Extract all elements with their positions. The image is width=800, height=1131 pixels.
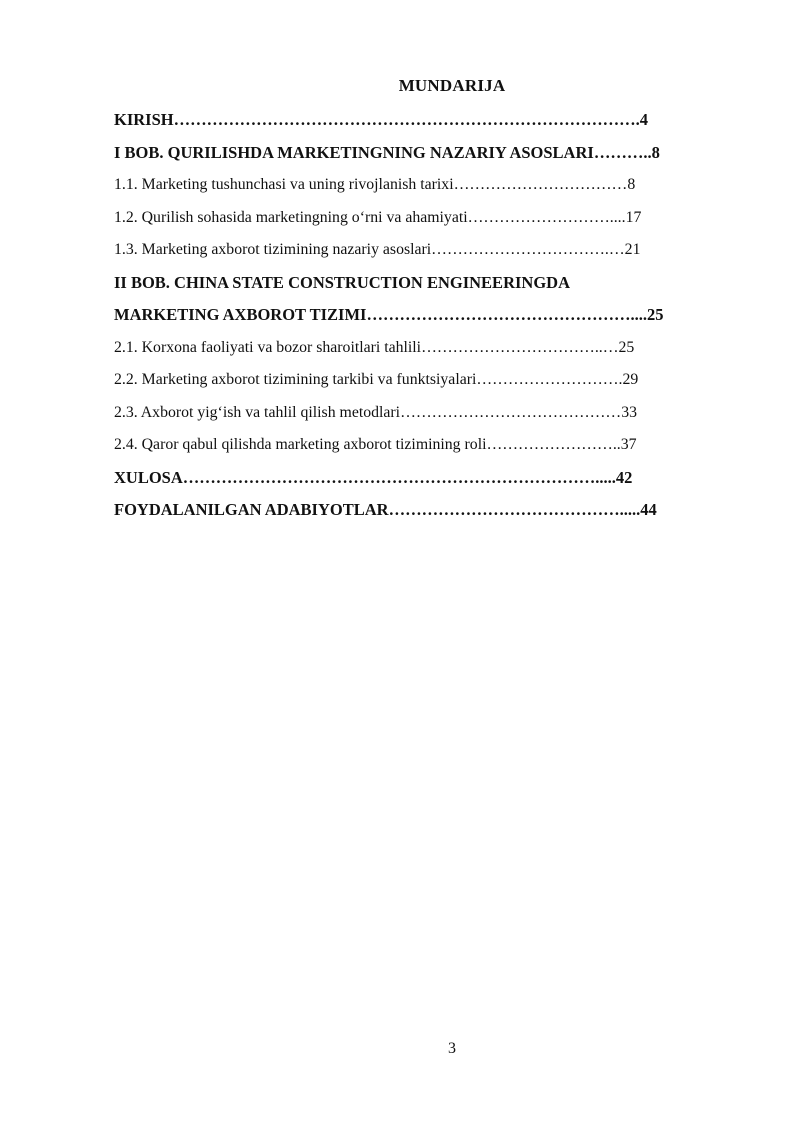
toc-entry-1-2: 1.2. Qurilish sohasida marketingning o‘rni va ahamiyati………………………....17 — [114, 208, 642, 226]
toc-title: MUNDARIJA — [398, 76, 506, 95]
toc-entry-1-3: 1.3. Marketing axborot tizimining nazariy asoslari…………………………….…21 — [114, 241, 641, 258]
toc-entry-xulosa: XULOSA………………………………………………………………….....42 — [114, 467, 633, 487]
toc-entry-chapter-2-line-2: MARKETING AXBOROT TIZIMI…………………………………………....25 — [114, 305, 664, 324]
toc-entry-1-1: 1.1. Marketing tushunchasi va uning rivojlanish tarixi……………………………8 — [114, 176, 636, 193]
toc-entry-chapter-1: I BOB. QURILISHDA MARKETINGNING NAZARIY ASOSLARI………..8 — [114, 142, 660, 162]
page-number: 3 — [448, 1040, 456, 1057]
toc-entry-2-1: 2.1. Korxona faoliyati va bozor sharoitlari tahlili……………………………..…25 — [114, 338, 635, 356]
toc-entry-chapter-2-line-1: II BOB. CHINA STATE CONSTRUCTION ENGINEERINGDA — [114, 272, 570, 292]
table-of-contents — [114, 108, 744, 531]
toc-entry-2-3: 2.3. Axborot yig‘ish va tahlil qilish metodlari……………………………………33 — [114, 403, 638, 421]
toc-entry-adabiyotlar: FOYDALANILGAN ADABIYOTLAR…………………………………….....44 — [114, 500, 657, 519]
toc-entry-2-4: 2.4. Qaror qabul qilishda marketing axborot tizimining roli……………………..37 — [114, 436, 637, 453]
toc-entry-2-2: 2.2. Marketing axborot tizimining tarkibi va funktsiyalari……………………….29 — [114, 371, 639, 388]
toc-entry-kirish: KIRISH………………………………………………………………………….4 — [114, 110, 648, 129]
